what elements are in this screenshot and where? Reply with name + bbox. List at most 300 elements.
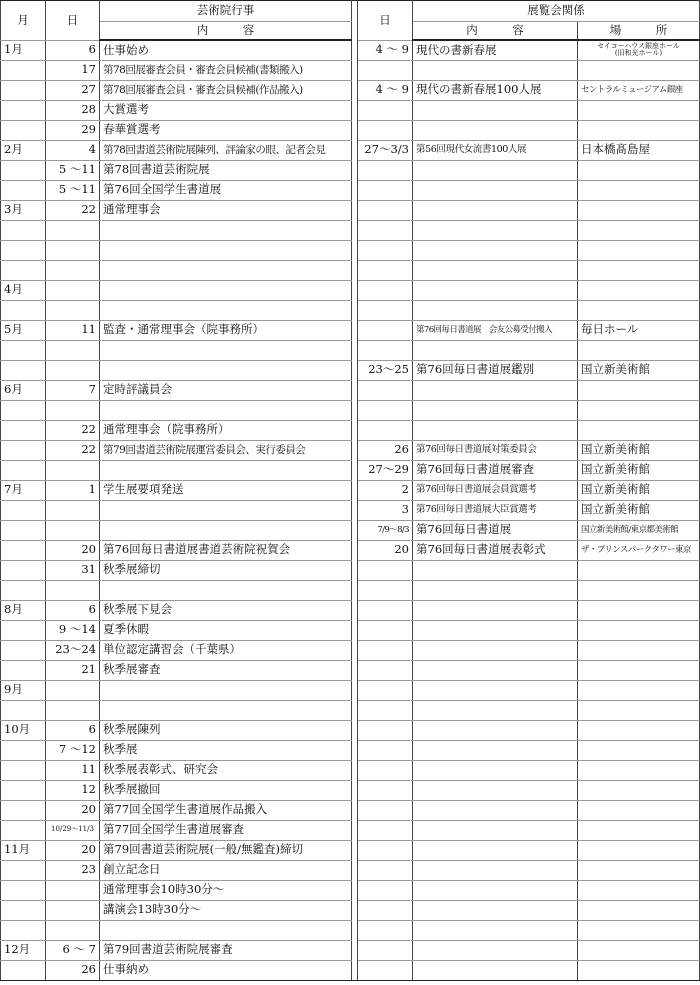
month-cell [1, 240, 46, 260]
exhibition-content-cell [413, 760, 578, 780]
table-row [1, 520, 700, 540]
table-row [1, 180, 700, 200]
table-row [1, 580, 700, 600]
exhibition-content-cell: 現代の書新春展100人展 [413, 80, 578, 100]
month-cell [1, 500, 46, 520]
academy-event-cell [100, 300, 352, 320]
month-cell: 12月 [1, 940, 46, 960]
month-cell [1, 900, 46, 920]
exhibition-content-cell: 第76回毎日書道展会員賞選考 [413, 480, 578, 500]
table-row [1, 260, 700, 280]
exhibition-content-cell [413, 160, 578, 180]
exhibition-place-cell [578, 240, 700, 260]
month-cell: 6月 [1, 380, 46, 400]
month-cell [1, 540, 46, 560]
table-row [1, 60, 700, 80]
academy-event-cell: 講演会13時30分〜 [100, 900, 352, 920]
month-cell [1, 300, 46, 320]
academy-event-cell: 秋季展撤回 [100, 780, 352, 800]
table-row [1, 540, 700, 560]
academy-event-cell [100, 680, 352, 700]
academy-event-cell [100, 520, 352, 540]
month-cell: 4月 [1, 280, 46, 300]
day-cell: 20 [46, 540, 100, 560]
day-cell [46, 460, 100, 480]
month-cell [1, 100, 46, 120]
table-row [1, 480, 700, 500]
academy-event-cell: 第77回全国学生書道展作品搬入 [100, 800, 352, 820]
academy-event-cell: 秋季展審査 [100, 660, 352, 680]
exhibition-day-cell [358, 400, 413, 420]
exhibition-place-cell [578, 60, 700, 80]
day-cell: 6 [46, 600, 100, 620]
month-cell [1, 560, 46, 580]
day-cell: 29 [46, 120, 100, 140]
exhibition-place-cell: ザ・プリンスパークタワー東京 [578, 540, 700, 560]
exhibition-day-cell: 2 [358, 480, 413, 500]
month-cell: 10月 [1, 720, 46, 740]
exhibition-content-cell [413, 940, 578, 960]
day-cell: 4 [46, 140, 100, 160]
exhibition-place-cell [578, 280, 700, 300]
exhibition-day-cell [358, 780, 413, 800]
exhibition-content-cell [413, 100, 578, 120]
month-cell [1, 660, 46, 680]
day-cell: 9 〜14 [46, 620, 100, 640]
exhibition-content-cell [413, 660, 578, 680]
exhibition-place-cell: セイコーハウス銀座ホール (旧和光ホール) [578, 40, 700, 60]
table-row [1, 680, 700, 700]
day-cell: 6 [46, 720, 100, 740]
month-cell: 9月 [1, 680, 46, 700]
day-cell [46, 920, 100, 940]
exhibition-content-cell [413, 720, 578, 740]
academy-event-cell: 単位認定講習会（千葉県） [100, 640, 352, 660]
table-row [1, 940, 700, 960]
table-row [1, 420, 700, 440]
month-cell [1, 180, 46, 200]
exhibition-day-cell [358, 580, 413, 600]
table-row [1, 220, 700, 240]
exhibition-place-cell: 国立新美術館 [578, 500, 700, 520]
month-cell [1, 640, 46, 660]
exhibition-day-cell [358, 920, 413, 940]
exhibition-content-cell [413, 640, 578, 660]
exhibition-day-cell [358, 660, 413, 680]
exhibition-day-cell [358, 180, 413, 200]
month-cell [1, 340, 46, 360]
table-row [1, 700, 700, 720]
exhibition-place-cell [578, 560, 700, 580]
academy-event-cell: 第78回展審査会員・審査会員候補(作品搬入) [100, 80, 352, 100]
table-row [1, 720, 700, 740]
exhibition-place-cell: 国立新美術館 [578, 360, 700, 380]
academy-event-cell: 秋季展表彰式、研究会 [100, 760, 352, 780]
exhibition-day-cell [358, 620, 413, 640]
exhibition-content-cell [413, 380, 578, 400]
exhibition-place-cell [578, 700, 700, 720]
table-row [1, 300, 700, 320]
exhibition-place-cell [578, 100, 700, 120]
exhibition-place-cell [578, 580, 700, 600]
exhibition-place-cell [578, 920, 700, 940]
exhibition-day-cell [358, 860, 413, 880]
exhibition-content-cell [413, 580, 578, 600]
table-row [1, 900, 700, 920]
table-row [1, 600, 700, 620]
table-row [1, 340, 700, 360]
exhibition-day-cell: 27〜29 [358, 460, 413, 480]
day-cell: 20 [46, 800, 100, 820]
academy-event-cell: 仕事納め [100, 960, 352, 980]
table-row [1, 460, 700, 480]
day-cell [46, 880, 100, 900]
day-cell: 6 〜 7 [46, 940, 100, 960]
exhibition-place-cell [578, 180, 700, 200]
table-row [1, 200, 700, 220]
exhibition-day-cell [358, 220, 413, 240]
month-cell [1, 420, 46, 440]
day-cell: 7 [46, 380, 100, 400]
month-cell [1, 880, 46, 900]
academy-event-cell: 通常理事会 [100, 200, 352, 220]
academy-event-cell [100, 700, 352, 720]
exhibition-day-cell [358, 640, 413, 660]
month-cell: 1月 [1, 40, 46, 60]
header-row-bottom [1, 22, 700, 41]
exhibition-place-cell: 国立新美術館/東京都美術館 [578, 520, 700, 540]
table-row [1, 360, 700, 380]
exhibition-place-cell [578, 880, 700, 900]
exhibition-content-cell [413, 600, 578, 620]
exhibition-place-cell [578, 220, 700, 240]
exhibition-day-cell [358, 880, 413, 900]
exhibition-content-cell [413, 920, 578, 940]
exhibition-day-cell [358, 800, 413, 820]
academy-event-cell: 通常理事会（院事務所） [100, 420, 352, 440]
day-cell [46, 280, 100, 300]
month-cell [1, 460, 46, 480]
month-cell: 2月 [1, 140, 46, 160]
header-exhibition-related: 展覧会関係 [413, 1, 700, 22]
exhibition-place-cell [578, 200, 700, 220]
exhibition-day-cell [358, 420, 413, 440]
exhibition-place-cell [578, 960, 700, 980]
academy-event-cell [100, 220, 352, 240]
exhibition-content-cell [413, 780, 578, 800]
day-cell: 28 [46, 100, 100, 120]
exhibition-content-cell [413, 280, 578, 300]
month-cell [1, 360, 46, 380]
exhibition-content-cell [413, 220, 578, 240]
exhibition-day-cell [358, 600, 413, 620]
table-row [1, 440, 700, 460]
month-cell [1, 920, 46, 940]
month-cell [1, 220, 46, 240]
exhibition-content-cell [413, 200, 578, 220]
exhibition-content-cell [413, 260, 578, 280]
exhibition-place-cell: 日本橋髙島屋 [578, 140, 700, 160]
exhibition-place-cell: セントラルミュージアム銀座 [578, 80, 700, 100]
exhibition-place-cell [578, 660, 700, 680]
table-row [1, 640, 700, 660]
exhibition-place-cell [578, 260, 700, 280]
month-cell [1, 620, 46, 640]
exhibition-day-cell [358, 700, 413, 720]
day-cell: 27 [46, 80, 100, 100]
table-row [1, 80, 700, 100]
month-cell [1, 400, 46, 420]
exhibition-place-cell [578, 680, 700, 700]
exhibition-content-cell: 第76回毎日書道展対策委員会 [413, 440, 578, 460]
academy-event-cell: 春華賞選考 [100, 120, 352, 140]
exhibition-place-cell [578, 760, 700, 780]
exhibition-day-cell [358, 240, 413, 260]
table-row [1, 620, 700, 640]
academy-event-cell [100, 340, 352, 360]
exhibition-day-cell [358, 960, 413, 980]
exhibition-place-cell [578, 940, 700, 960]
exhibition-day-cell: 27〜3/3 [358, 140, 413, 160]
exhibition-day-cell [358, 720, 413, 740]
day-cell [46, 300, 100, 320]
exhibition-place-cell [578, 780, 700, 800]
table-row [1, 240, 700, 260]
day-cell [46, 700, 100, 720]
academy-event-cell: 秋季展 [100, 740, 352, 760]
exhibition-day-cell [358, 760, 413, 780]
day-cell [46, 360, 100, 380]
exhibition-day-cell [358, 100, 413, 120]
day-cell: 26 [46, 960, 100, 980]
day-cell [46, 680, 100, 700]
academy-event-cell: 第76回毎日書道展書道芸術院祝賀会 [100, 540, 352, 560]
schedule-body [1, 40, 700, 980]
month-cell [1, 960, 46, 980]
exhibition-day-cell: 4 〜 9 [358, 40, 413, 60]
exhibition-content-cell [413, 740, 578, 760]
table-row [1, 40, 700, 60]
table-row [1, 660, 700, 680]
exhibition-content-cell: 第76回毎日書道展審査 [413, 460, 578, 480]
table-row [1, 820, 700, 840]
day-cell [46, 500, 100, 520]
day-cell: 5 〜11 [46, 160, 100, 180]
header-academy-events: 芸術院行事 [100, 1, 352, 22]
day-cell [46, 240, 100, 260]
exhibition-day-cell [358, 320, 413, 340]
academy-event-cell: 第79回書道芸術院展審査 [100, 940, 352, 960]
day-cell: 5 〜11 [46, 180, 100, 200]
day-cell [46, 220, 100, 240]
exhibition-place-cell [578, 420, 700, 440]
table-row [1, 380, 700, 400]
exhibition-content-cell [413, 400, 578, 420]
academy-event-cell: 定時評議員会 [100, 380, 352, 400]
day-cell: 11 [46, 760, 100, 780]
day-cell: 11 [46, 320, 100, 340]
exhibition-content-cell [413, 340, 578, 360]
month-cell [1, 780, 46, 800]
day-cell: 21 [46, 660, 100, 680]
table-row [1, 780, 700, 800]
exhibition-place-cell [578, 860, 700, 880]
day-cell [46, 900, 100, 920]
exhibition-place-cell [578, 120, 700, 140]
exhibition-place-cell [578, 740, 700, 760]
exhibition-day-cell: 7/9〜8/3 [358, 520, 413, 540]
exhibition-day-cell [358, 160, 413, 180]
month-cell [1, 80, 46, 100]
exhibition-place-cell [578, 380, 700, 400]
month-cell: 8月 [1, 600, 46, 620]
exhibition-content-cell: 第76回毎日書道展鑑別 [413, 360, 578, 380]
exhibition-place-cell [578, 160, 700, 180]
table-row [1, 320, 700, 340]
day-cell: 22 [46, 420, 100, 440]
exhibition-place-cell [578, 840, 700, 860]
academy-event-cell [100, 400, 352, 420]
exhibition-place-cell: 国立新美術館 [578, 460, 700, 480]
month-cell [1, 740, 46, 760]
exhibition-day-cell: 4 〜 9 [358, 80, 413, 100]
table-row [1, 880, 700, 900]
exhibition-content-cell [413, 960, 578, 980]
academy-event-cell [100, 280, 352, 300]
month-cell [1, 760, 46, 780]
exhibition-content-cell: 第76回毎日書道展 [413, 520, 578, 540]
day-cell: 23〜24 [46, 640, 100, 660]
table-row [1, 120, 700, 140]
month-cell: 7月 [1, 480, 46, 500]
exhibition-content-cell [413, 620, 578, 640]
day-cell: 17 [46, 60, 100, 80]
exhibition-content-cell [413, 820, 578, 840]
day-cell: 7 〜12 [46, 740, 100, 760]
day-cell [46, 580, 100, 600]
academy-event-cell: 第78回展審査会員・審査会員候補(書類搬入) [100, 60, 352, 80]
day-cell: 22 [46, 200, 100, 220]
exhibition-content-cell [413, 680, 578, 700]
header-exhibition-place: 場 所 [578, 22, 700, 41]
table-row [1, 140, 700, 160]
day-cell [46, 260, 100, 280]
exhibition-day-cell [358, 300, 413, 320]
academy-event-cell: 第78回書道芸術院展陳列、評論家の眼、記者会見 [100, 140, 352, 160]
month-cell [1, 440, 46, 460]
academy-event-cell: 秋季展締切 [100, 560, 352, 580]
exhibition-day-cell [358, 940, 413, 960]
table-row [1, 760, 700, 780]
exhibition-day-cell: 3 [358, 500, 413, 520]
academy-event-cell [100, 240, 352, 260]
exhibition-content-cell: 現代の書新春展 [413, 40, 578, 60]
exhibition-day-cell [358, 820, 413, 840]
exhibition-place-cell: 国立新美術館 [578, 440, 700, 460]
exhibition-content-cell: 第76回毎日書道展大臣賞選考 [413, 500, 578, 520]
exhibition-content-cell [413, 60, 578, 80]
exhibition-content-cell [413, 840, 578, 860]
table-row [1, 800, 700, 820]
exhibition-day-cell [358, 840, 413, 860]
exhibition-content-cell [413, 860, 578, 880]
exhibition-place-cell [578, 900, 700, 920]
header-exhibition-day: 日 [358, 1, 413, 41]
table-row [1, 560, 700, 580]
exhibition-place-cell [578, 640, 700, 660]
academy-event-cell: 第79回書道芸術院展(一般/無鑑査)締切 [100, 840, 352, 860]
table-row [1, 280, 700, 300]
exhibition-content-cell [413, 900, 578, 920]
exhibition-day-cell [358, 900, 413, 920]
month-cell [1, 700, 46, 720]
day-cell: 1 [46, 480, 100, 500]
exhibition-content-cell: 第76回毎日書道展 会友公募受付搬入 [413, 320, 578, 340]
academy-event-cell: 大賞選考 [100, 100, 352, 120]
day-cell [46, 520, 100, 540]
academy-event-cell: 夏季休暇 [100, 620, 352, 640]
table-row [1, 960, 700, 980]
day-cell: 12 [46, 780, 100, 800]
month-cell: 3月 [1, 200, 46, 220]
exhibition-day-cell [358, 740, 413, 760]
month-cell [1, 860, 46, 880]
month-cell [1, 520, 46, 540]
exhibition-place-cell [578, 340, 700, 360]
exhibition-content-cell [413, 120, 578, 140]
academy-event-cell [100, 500, 352, 520]
header-exhibition-content: 内 容 [413, 22, 578, 41]
exhibition-content-cell [413, 880, 578, 900]
exhibition-content-cell [413, 800, 578, 820]
exhibition-place-cell [578, 600, 700, 620]
exhibition-content-cell [413, 240, 578, 260]
exhibition-day-cell: 26 [358, 440, 413, 460]
exhibition-content-cell [413, 560, 578, 580]
academy-event-cell [100, 260, 352, 280]
exhibition-day-cell [358, 260, 413, 280]
exhibition-day-cell: 23〜25 [358, 360, 413, 380]
month-cell [1, 800, 46, 820]
day-cell: 31 [46, 560, 100, 580]
academy-event-cell [100, 920, 352, 940]
academy-event-cell: 第76回全国学生書道展 [100, 180, 352, 200]
exhibition-day-cell [358, 340, 413, 360]
day-cell: 6 [46, 40, 100, 60]
header-academy-content: 内 容 [100, 22, 352, 41]
exhibition-day-cell [358, 60, 413, 80]
month-cell [1, 160, 46, 180]
exhibition-content-cell: 第56回現代女流書100人展 [413, 140, 578, 160]
header-month: 月 [1, 1, 46, 41]
exhibition-content-cell [413, 180, 578, 200]
month-cell [1, 120, 46, 140]
month-cell: 11月 [1, 840, 46, 860]
exhibition-day-cell [358, 280, 413, 300]
academy-event-cell: 第77回全国学生書道展審査 [100, 820, 352, 840]
exhibition-place-cell: 毎日ホール [578, 320, 700, 340]
exhibition-place-cell [578, 300, 700, 320]
academy-event-cell: 学生展要項発送 [100, 480, 352, 500]
academy-event-cell: 仕事始め [100, 40, 352, 60]
day-cell [46, 400, 100, 420]
day-cell: 23 [46, 860, 100, 880]
exhibition-content-cell [413, 700, 578, 720]
month-cell [1, 820, 46, 840]
table-row [1, 500, 700, 520]
academy-event-cell: 秋季展下見会 [100, 600, 352, 620]
header-day: 日 [46, 1, 100, 41]
